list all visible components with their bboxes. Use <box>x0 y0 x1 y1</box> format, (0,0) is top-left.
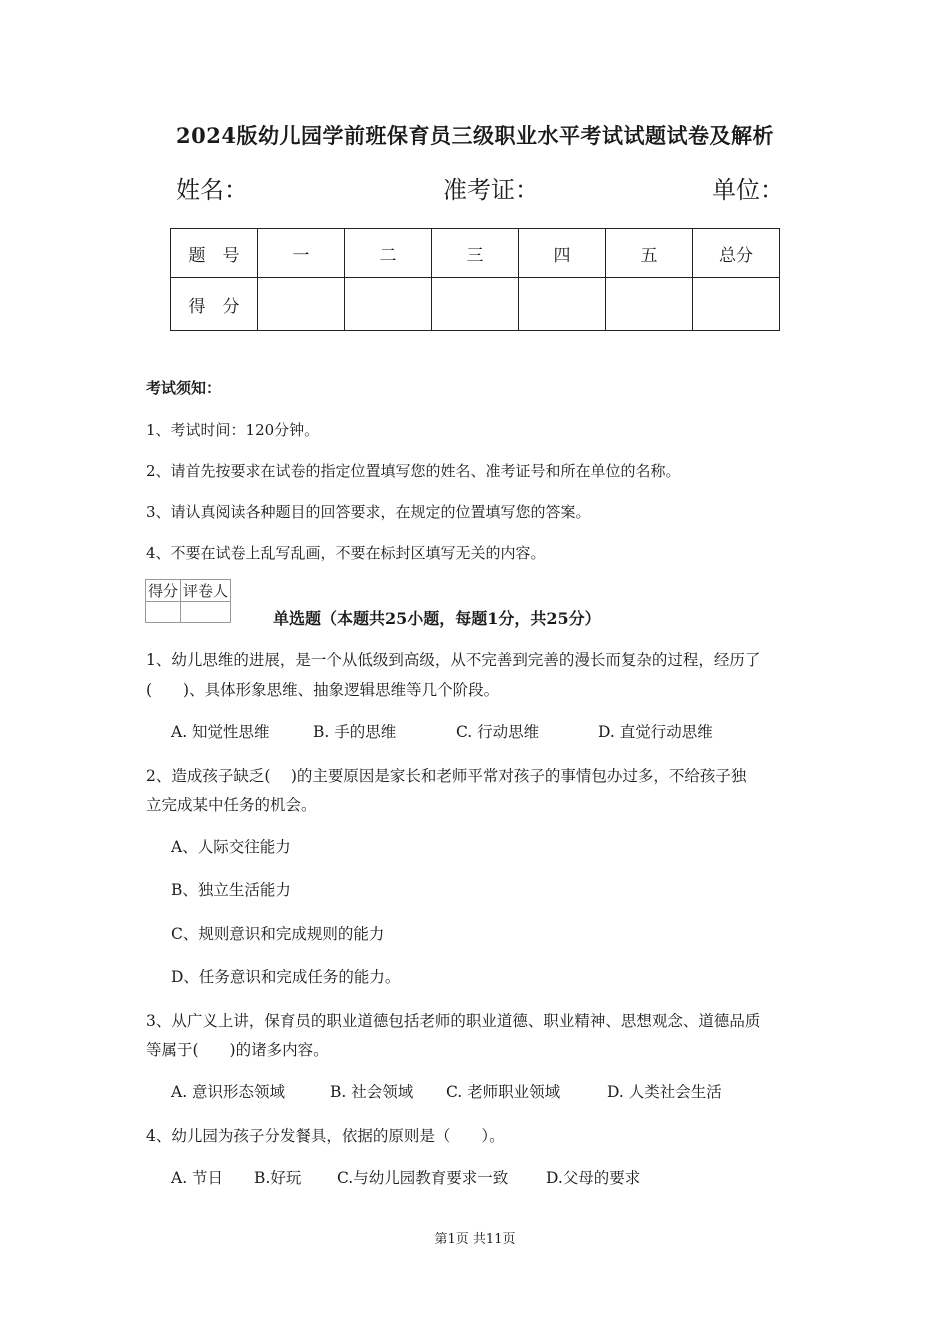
notice-heading: 考试须知： <box>146 379 222 397</box>
score-row-label: 得 分 <box>171 278 258 331</box>
question-2-text: 2、造成孩子缺乏( )的主要原因是家长和老师平常对孩子的事情包办过多，不给孩子独 <box>146 767 747 785</box>
question-1-option-a: A. 知觉性思维 <box>171 723 270 741</box>
notice-item: 2、请首先按要求在试卷的指定位置填写您的姓名、准考证号和所在单位的名称。 <box>146 462 681 480</box>
name-field-label: 姓名： <box>176 176 248 204</box>
grader-reviewer-cell[interactable] <box>181 602 231 623</box>
question-4-option-c: C.与幼儿园教育要求一致 <box>337 1169 509 1187</box>
question-1-text-cont: ( )、具体形象思维、抽象逻辑思维等几个阶段。 <box>146 681 500 699</box>
question-4-option-b: B.好玩 <box>254 1169 302 1187</box>
notice-item: 4、不要在试卷上乱写乱画，不要在标封区填写无关的内容。 <box>146 544 546 562</box>
question-2-option-c: C、规则意识和完成规则的能力 <box>171 925 385 943</box>
score-cell[interactable] <box>606 278 693 331</box>
question-3-option-c: C. 老师职业领域 <box>446 1083 561 1101</box>
score-table-header-row <box>171 229 780 278</box>
question-4-option-d: D.父母的要求 <box>546 1169 641 1187</box>
score-header-cell: 二 <box>345 229 432 278</box>
page-title: 2024版幼儿园学前班保育员三级职业水平考试试题试卷及解析 <box>176 123 774 148</box>
score-cell[interactable] <box>258 278 345 331</box>
grader-score-cell[interactable] <box>146 602 181 623</box>
score-header-cell: 四 <box>519 229 606 278</box>
question-3-option-a: A. 意识形态领域 <box>171 1083 286 1101</box>
question-2-option-a: A、人际交往能力 <box>171 838 291 856</box>
grader-reviewer-label: 评卷人 <box>181 580 231 602</box>
question-3-text-cont: 等属于( )的诸多内容。 <box>146 1041 329 1059</box>
question-3-text: 3、从广义上讲，保育员的职业道德包括老师的职业道德、职业精神、思想观念、道德品质 <box>146 1012 761 1030</box>
question-4-option-a: A. 节日 <box>171 1169 224 1187</box>
exam-id-field-label: 准考证： <box>443 176 539 204</box>
score-cell[interactable] <box>519 278 606 331</box>
question-1-option-d: D. 直觉行动思维 <box>598 723 713 741</box>
question-3-option-b: B. 社会领域 <box>330 1083 414 1101</box>
notice-item: 1、考试时间：120分钟。 <box>146 421 320 439</box>
section-title: 单选题（本题共25小题，每题1分，共25分） <box>273 609 601 628</box>
unit-field-label: 单位： <box>712 176 784 204</box>
question-2-option-b: B、独立生活能力 <box>171 881 291 899</box>
score-cell[interactable] <box>693 278 780 331</box>
question-4-text: 4、幼儿园为孩子分发餐具，依据的原则是（ ）。 <box>146 1127 505 1145</box>
grader-box <box>145 579 231 623</box>
score-table <box>170 228 780 331</box>
score-header-cell: 一 <box>258 229 345 278</box>
question-2-option-d: D、任务意识和完成任务的能力。 <box>171 968 401 986</box>
question-3-option-d: D. 人类社会生活 <box>607 1083 722 1101</box>
score-cell[interactable] <box>432 278 519 331</box>
question-1-text: 1、幼儿思维的进展，是一个从低级到高级，从不完善到完善的漫长而复杂的过程，经历了 <box>146 651 761 669</box>
score-header-cell: 五 <box>606 229 693 278</box>
score-cell[interactable] <box>345 278 432 331</box>
notice-item: 3、请认真阅读各种题目的回答要求，在规定的位置填写您的答案。 <box>146 503 591 521</box>
question-1-option-c: C. 行动思维 <box>456 723 540 741</box>
score-header-cell: 总分 <box>693 229 780 278</box>
question-1-option-b: B. 手的思维 <box>313 723 397 741</box>
question-2-text-cont: 立完成某中任务的机会。 <box>146 796 317 814</box>
grader-score-label: 得分 <box>146 580 181 602</box>
score-header-cell: 题 号 <box>171 229 258 278</box>
score-header-cell: 三 <box>432 229 519 278</box>
score-table-score-row <box>171 278 780 331</box>
page-footer: 第1页 共11页 <box>434 1232 516 1247</box>
